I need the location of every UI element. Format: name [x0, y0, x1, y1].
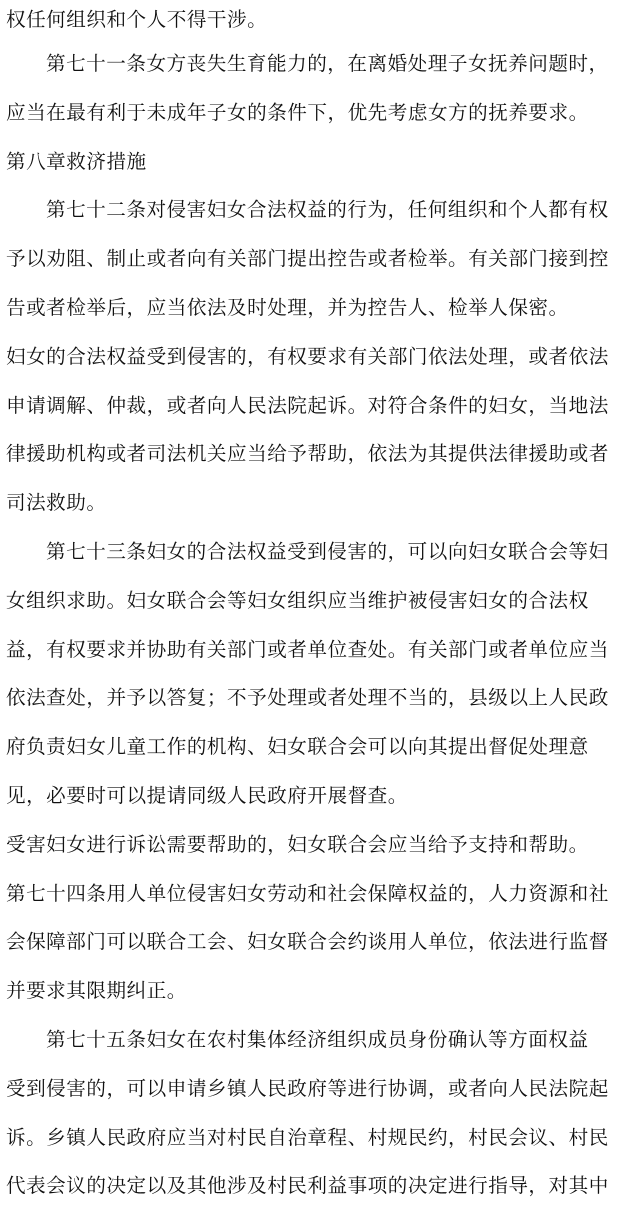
- text-line: 代表会议的决定以及其他涉及村民利益事项的决定进行指导，对其中: [6, 1174, 609, 1198]
- article-73-line: 第七十三条妇女的合法权益受到侵害的，可以向妇女联合会等妇: [46, 539, 609, 563]
- text-line: 会保障部门可以联合工会、妇女联合会约谈用人单位，依法进行监督: [6, 930, 609, 954]
- chapter-heading: 第八章救济措施: [6, 149, 147, 173]
- article-75-line: 第七十五条妇女在农村集体经济组织成员身份确认等方面权益: [46, 1027, 589, 1051]
- text-line: 申请调解、仲裁，或者向人民法院起诉。对符合条件的妇女，当地法: [6, 393, 609, 417]
- text-line: 权任何组织和个人不得干涉。: [6, 8, 268, 31]
- text-line: 妇女的合法权益受到侵害的，有权要求有关部门依法处理，或者依法: [6, 344, 609, 368]
- text-line: 律援助机构或者司法机关应当给予帮助，依法为其提供法律援助或者: [6, 442, 609, 466]
- text-line: 见，必要时可以提请同级人民政府开展督查。: [6, 783, 408, 807]
- text-line: 诉。乡镇人民政府应当对村民自治章程、村规民约，村民会议、村民: [6, 1125, 609, 1149]
- article-74-line: 第七十四条用人单位侵害妇女劳动和社会保障权益的，人力资源和社: [6, 881, 609, 905]
- article-71-line: 第七十一条女方丧失生育能力的，在离婚处理子女抚养问题时，: [46, 52, 609, 75]
- text-line: 受害妇女进行诉讼需要帮助的，妇女联合会应当给予支持和帮助。: [6, 832, 589, 856]
- text-line: 司法救助。: [6, 491, 107, 515]
- text-line: 予以劝阻、制止或者向有关部门提出控告或者检举。有关部门接到控: [6, 247, 609, 271]
- text-line: 受到侵害的，可以申请乡镇人民政府等进行协调，或者向人民法院起: [6, 1076, 609, 1100]
- text-line: 并要求其限期纠正。: [6, 979, 187, 1003]
- article-72-line: 第七十二条对侵害妇女合法权益的行为，任何组织和个人都有权: [46, 198, 609, 222]
- text-line: 女组织求助。妇女联合会等妇女组织应当维护被侵害妇女的合法权: [6, 588, 589, 612]
- text-line: 应当在最有利于未成年子女的条件下，优先考虑女方的抚养要求。: [6, 100, 589, 124]
- text-line: 依法查处，并予以答复；不予处理或者处理不当的，县级以上人民政: [6, 686, 609, 710]
- text-line: 府负责妇女儿童工作的机构、妇女联合会可以向其提出督促处理意: [6, 735, 589, 759]
- text-line: 益，有权要求并协助有关部门或者单位查处。有关部门或者单位应当: [6, 637, 609, 661]
- text-line: 告或者检举后，应当依法及时处理，并为控告人、检举人保密。: [6, 295, 569, 319]
